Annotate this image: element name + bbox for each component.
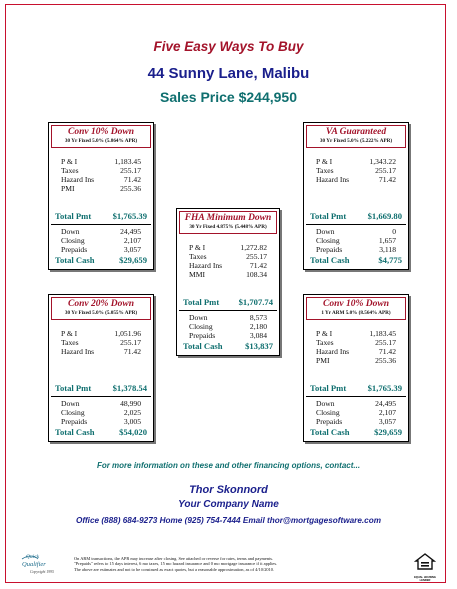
ehl-label: EQUAL HOUSING LENDER: [414, 576, 436, 582]
card-divider: [179, 310, 277, 311]
closing-row: Closing 2,107: [61, 236, 141, 245]
card-divider: [306, 224, 406, 225]
disclaimer-line-3: The above are estimates and not to be construed as exact quotes, but a reasonable approximation, as of 4/10/2010.: [74, 566, 275, 572]
card-subtitle: 30 Yr Fixed 5.0% (5.055% APR): [64, 310, 138, 316]
loan-card-fha: FHA Minimum Down 30 Yr Fixed 4.875% (5.448% APR) P & I 1,272.82 Taxes 255.17 Hazard Ins 71.42 MMI 108.34 Total Pmt $1,707.74 Down 8,573 Closing 2,180 Prepaids 3,084 Total Cash $13,837: [176, 208, 280, 356]
pi-row: P & I 1,343.22: [316, 157, 396, 166]
sales-price: Sales Price $244,950: [159, 89, 297, 105]
company-name: Your Company Name: [178, 499, 279, 510]
prepaids-row: Prepaids 3,084: [189, 331, 267, 340]
card-subtitle: 30 Yr Fixed 5.0% (5.222% APR): [319, 138, 393, 144]
closing-row: Closing 1,657: [316, 236, 396, 245]
card-title-box: [306, 297, 406, 320]
more-info-text: For more information on these and other financing options, contact...: [96, 461, 361, 470]
card-divider: [51, 396, 151, 397]
pi-row: P & I 1,183.45: [61, 157, 141, 166]
card-title: Conv 10% Down: [68, 127, 134, 137]
card-divider: [306, 396, 406, 397]
card-subtitle: 30 Yr Fixed 4.875% (5.448% APR): [189, 224, 267, 230]
prepaids-row: Prepaids 3,057: [61, 245, 141, 254]
pmi-row: PMI 255.36: [316, 356, 396, 365]
pmi-row: PMI 255.36: [61, 184, 141, 193]
taxes-row: Taxes 255.17: [61, 166, 141, 175]
closing-row: Closing 2,107: [316, 408, 396, 417]
loan-card-conv10-arm: Conv 10% Down 1 Yr ARM 5.0% (8.564% APR) P & I 1,183.45 Taxes 255.17 Hazard Ins 71.42 PMI 255.36 Total Pmt $1,765.39 Down 24,495 Closing 2,107 Prepaids 3,057 Total Cash $29,659: [303, 294, 409, 442]
equal-housing-lender-icon: [414, 553, 436, 582]
card-divider: [51, 224, 151, 225]
page-title: Five Easy Ways To Buy: [153, 39, 304, 54]
card-title-box: [179, 211, 277, 234]
hazard-row: Hazard Ins 71.42: [316, 347, 396, 356]
taxes-row: Taxes 255.17: [316, 166, 396, 175]
disclaimer-line-1: On ARM transactions, the APR may increase after closing. See attached or reverse for rates, terms and payments.: [74, 556, 274, 561]
logo-word-2: Qualifier: [22, 561, 46, 568]
mmi-row: MMI 108.34: [189, 270, 267, 279]
contact-line: Office (888) 684-9273 Home (925) 754-7444 Email thor@mortgagesoftware.com: [76, 516, 381, 525]
hazard-row: Hazard Ins 71.42: [189, 261, 267, 270]
disclaimer-line-2: "Prepaids" refers to 15 days interest, 6 mo taxes, 15 mo hazard insurance and 0 mo mortgage insurance if it applies.: [74, 561, 278, 567]
card-title: VA Guaranteed: [325, 127, 387, 137]
prepaids-row: Prepaids 3,057: [316, 417, 396, 426]
card-title-box: [51, 297, 151, 320]
hazard-row: Hazard Ins 71.42: [61, 347, 141, 356]
loan-card-va: VA Guaranteed 30 Yr Fixed 5.0% (5.222% APR) P & I 1,343.22 Taxes 255.17 Hazard Ins 71.42 Total Pmt $1,669.80 Down 0 Closing 1,657 Prepaids 3,118 Total Cash $4,775: [303, 122, 409, 270]
quick-qualifier-logo: [20, 553, 72, 579]
down-row: Down 0: [316, 227, 396, 236]
house-icon: [414, 553, 436, 571]
card-title: FHA Minimum Down: [184, 213, 272, 223]
closing-row: Closing 2,180: [189, 322, 267, 331]
taxes-row: Taxes 255.17: [189, 252, 267, 261]
pi-row: P & I 1,051.96: [61, 329, 141, 338]
down-row: Down 48,990: [61, 399, 141, 408]
disclaimer: [74, 556, 374, 572]
loan-card-conv10: Conv 10% Down 30 Yr Fixed 5.0% (5.864% APR) P & I 1,183.45 Taxes 255.17 Hazard Ins 71.42 PMI 255.36 Total Pmt $1,765.39 Down 24,495 Closing 2,107 Prepaids 3,057 Total Cash $29,659: [48, 122, 154, 270]
card-title: Conv 10% Down: [323, 299, 389, 309]
pi-row: P & I 1,183.45: [316, 329, 396, 338]
card-title-box: [51, 125, 151, 148]
prepaids-row: Prepaids 3,118: [316, 245, 396, 254]
prepaids-row: Prepaids 3,005: [61, 417, 141, 426]
taxes-row: Taxes 255.17: [316, 338, 396, 347]
down-row: Down 8,573: [189, 313, 267, 322]
logo-copyright: Copyright 1995: [30, 570, 54, 574]
taxes-row: Taxes 255.17: [61, 338, 141, 347]
logo-word-1: Quick: [26, 554, 40, 560]
card-title-box: [306, 125, 406, 148]
down-row: Down 24,495: [61, 227, 141, 236]
pi-row: P & I 1,272.82: [189, 243, 267, 252]
card-subtitle: 1 Yr ARM 5.0% (8.564% APR): [321, 310, 391, 316]
card-subtitle: 30 Yr Fixed 5.0% (5.864% APR): [64, 138, 138, 144]
card-title: Conv 20% Down: [68, 299, 134, 309]
closing-row: Closing 2,025: [61, 408, 141, 417]
hazard-row: Hazard Ins 71.42: [61, 175, 141, 184]
property-address: 44 Sunny Lane, Malibu: [147, 65, 310, 82]
agent-name: Thor Skonnord: [189, 484, 268, 496]
down-row: Down 24,495: [316, 399, 396, 408]
hazard-row: Hazard Ins 71.42: [316, 175, 396, 184]
loan-card-conv20: Conv 20% Down 30 Yr Fixed 5.0% (5.055% APR) P & I 1,051.96 Taxes 255.17 Hazard Ins 71.42 Total Pmt $1,378.54 Down 48,990 Closing 2,025 Prepaids 3,005 Total Cash $54,020: [48, 294, 154, 442]
